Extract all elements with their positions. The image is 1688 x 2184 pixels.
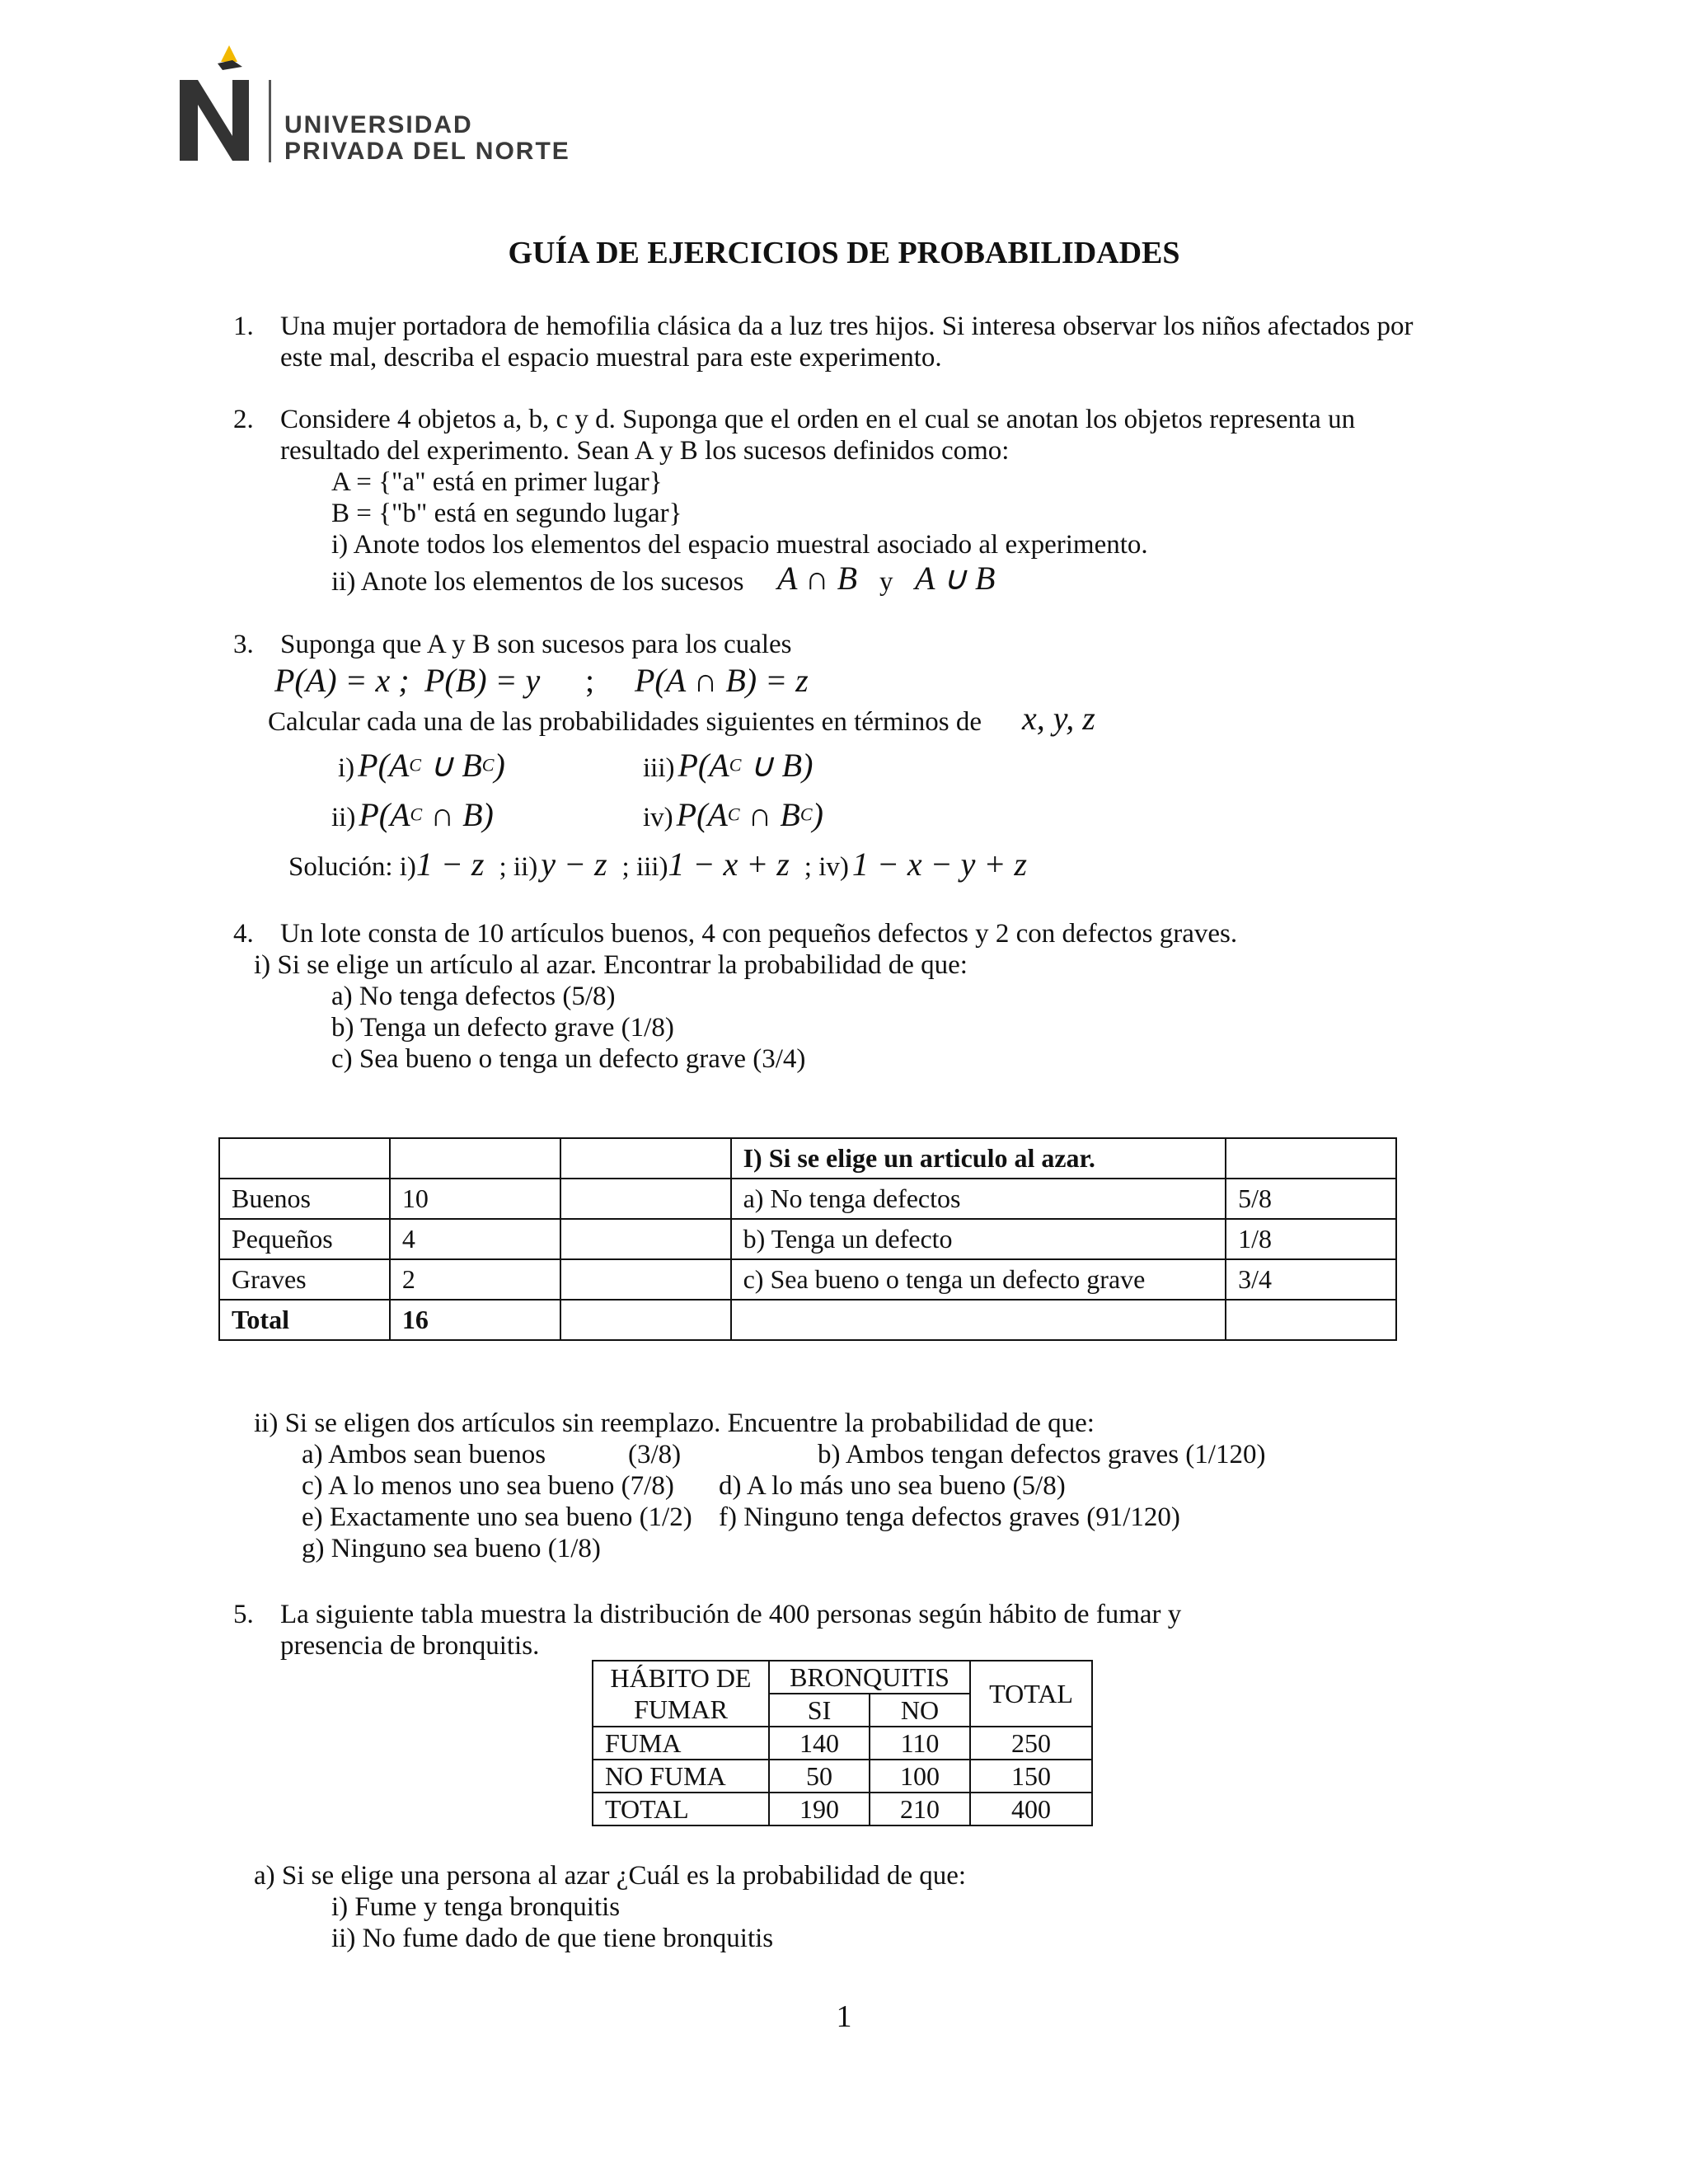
table-cell: 4 <box>390 1219 560 1259</box>
university-name-line1: UNIVERSIDAD <box>284 111 473 138</box>
ex3-item-iv-expr3: ) <box>812 796 823 833</box>
table-cell: TOTAL <box>970 1661 1092 1727</box>
table-row <box>593 1793 1092 1825</box>
ex3-sol-sep2: ; iii) <box>621 852 668 882</box>
ex3-sol-sep3: ; iv) <box>804 852 849 882</box>
table-cell: FUMA <box>593 1727 769 1760</box>
ex3-item-iv-label: iv) <box>643 803 673 832</box>
ex3-item-i-expr: P(A <box>358 747 410 784</box>
ex5-header-fumar: FUMAR <box>634 1694 728 1724</box>
table-cell <box>1226 1300 1396 1340</box>
ex4-ii-c: c) A lo menos uno sea bueno (7/8) <box>302 1471 674 1501</box>
ex3-pb: P(B) = y <box>424 662 541 699</box>
ex2-union: A ∪ B <box>915 560 996 597</box>
ex3-solution-label: Solución: i) <box>288 852 416 882</box>
ex2-set-b: B = {"b" está en segundo lugar} <box>331 499 682 528</box>
table-cell: 210 <box>870 1793 970 1825</box>
table-cell: Buenos <box>219 1179 390 1219</box>
ex3-item-i-expr3: ) <box>494 747 505 784</box>
ex4-ii-line: ii) Si se eligen dos artículos sin reemplazo. Encuentre la probabilidad de que: <box>254 1408 1095 1438</box>
ex4-ii-a: a) Ambos sean buenos <box>302 1440 546 1469</box>
ex4-ii-d: d) A lo más uno sea bueno (5/8) <box>719 1471 1066 1501</box>
table-cell: 150 <box>970 1760 1092 1793</box>
ex4-ii-a-val: (3/8) <box>628 1440 682 1469</box>
table-cell: 110 <box>870 1727 970 1760</box>
table-cell: BRONQUITIS <box>769 1661 970 1694</box>
table-cell: 10 <box>390 1179 560 1219</box>
table-cell: 140 <box>769 1727 870 1760</box>
table-cell: TOTAL <box>593 1793 769 1825</box>
ex3-calc: Calcular cada una de las probabilidades siguientes en términos de <box>268 707 982 737</box>
table-cell: 400 <box>970 1793 1092 1825</box>
table-cell: Total <box>219 1300 390 1340</box>
table-cell <box>731 1300 1226 1340</box>
ex3-item-ii <box>331 795 494 834</box>
ex2-line1: Considere 4 objetos a, b, c y d. Suponga que el orden en el cual se anotan los objetos representa un <box>280 405 1356 434</box>
table-row <box>219 1300 1396 1340</box>
table-cell: NO FUMA <box>593 1760 769 1793</box>
table-cell: 2 <box>390 1259 560 1300</box>
table-cell: NO <box>870 1694 970 1727</box>
table-cell: 250 <box>970 1727 1092 1760</box>
ex2-number: 2. <box>233 405 254 434</box>
ex4-table-header: I) Si se elige un articulo al azar. <box>731 1138 1226 1179</box>
table-cell <box>593 1661 769 1727</box>
ex3-item-iii-expr: P(A <box>678 747 729 784</box>
ex3-item-i-label: i) <box>338 753 355 783</box>
university-name-line2: PRIVADA DEL NORTE <box>284 138 570 165</box>
logo-mark-icon <box>173 45 264 169</box>
ex5-a-line: a) Si se elige una persona al azar ¿Cuál es la probabilidad de que: <box>254 1861 967 1891</box>
ex3-item-iv <box>643 795 823 834</box>
ex2-item-i: i) Anote todos los elementos del espacio muestral asociado al experimento. <box>331 530 1148 560</box>
ex4-line1: Un lote consta de 10 artículos buenos, 4 con pequeños defectos y 2 con defectos graves. <box>280 919 1238 949</box>
table-row <box>219 1259 1396 1300</box>
ex5-header-habito: HÁBITO DE <box>610 1663 752 1693</box>
table-cell: a) No tenga defectos <box>731 1179 1226 1219</box>
ex5-line2: presencia de bronquitis. <box>280 1631 540 1661</box>
ex4-a: a) No tenga defectos (5/8) <box>331 982 616 1011</box>
ex4-c: c) Sea bueno o tenga un defecto grave (3/4) <box>331 1044 806 1074</box>
table-row <box>593 1760 1092 1793</box>
table-cell: 5/8 <box>1226 1179 1396 1219</box>
ex3-pa: P(A) = x ; <box>274 662 410 699</box>
table-cell: c) Sea bueno o tenga un defecto grave <box>731 1259 1226 1300</box>
ex3-item-iv-sup1: C <box>727 804 740 825</box>
ex1-number: 1. <box>233 312 254 341</box>
ex4-ii-e: e) Exactamente uno sea bueno (1/2) <box>302 1502 692 1532</box>
ex3-xyz: x, y, z <box>1022 700 1095 737</box>
ex3-sep: ; <box>585 662 595 699</box>
table-row <box>219 1179 1396 1219</box>
ex5-a-ii: ii) No fume dado de que tiene bronquitis <box>331 1924 774 1953</box>
ex5-a-i: i) Fume y tenga bronquitis <box>331 1892 621 1922</box>
ex5-line1: La siguiente tabla muestra la distribución de 400 personas según hábito de fumar y <box>280 1600 1182 1629</box>
ex3-item-iv-expr2: ∩ B <box>739 796 800 833</box>
ex3-item-ii-label: ii) <box>331 803 356 832</box>
ex2-y: y <box>879 567 893 597</box>
ex4-ii-b: b) Ambos tengan defectos graves (1/120) <box>818 1440 1266 1469</box>
ex4-number: 4. <box>233 919 254 949</box>
ex2-item-ii: ii) Anote los elementos de los sucesos <box>331 567 744 597</box>
table-cell: 1/8 <box>1226 1219 1396 1259</box>
ex2-intersection: A ∩ B <box>777 560 858 597</box>
ex4-ii-f: f) Ninguno tenga defectos graves (91/120) <box>719 1502 1180 1532</box>
table-cell: SI <box>769 1694 870 1727</box>
ex4-i-line: i) Si se elige un artículo al azar. Encontrar la probabilidad de que: <box>254 950 968 980</box>
page-title: GUÍA DE EJERCICIOS DE PROBABILIDADES <box>508 236 1180 270</box>
ex3-item-iii <box>643 746 813 785</box>
ex3-item-iii-expr2: ∪ B) <box>741 747 814 784</box>
ex3-number: 3. <box>233 630 254 659</box>
table-cell: b) Tenga un defecto <box>731 1219 1226 1259</box>
ex5-number: 5. <box>233 1600 254 1629</box>
ex3-item-ii-expr2: ∩ B) <box>422 796 494 833</box>
ex3-sol2: y − z <box>541 846 607 883</box>
ex3-item-i-sup1: C <box>409 754 422 776</box>
ex3-item-i-sup2: C <box>481 754 495 776</box>
ex3-line1: Suponga que A y B son sucesos para los cuales <box>280 630 792 659</box>
ex3-sol4: 1 − x − y + z <box>851 846 1027 883</box>
ex5-table <box>592 1660 1093 1826</box>
ex1-line2: este mal, describa el espacio muestral para este experimento. <box>280 343 942 373</box>
ex3-item-ii-sup: C <box>410 804 423 825</box>
ex3-item-i <box>338 746 505 785</box>
ex3-sol1: 1 − z <box>415 846 485 883</box>
ex3-item-iv-expr: P(A <box>676 796 728 833</box>
ex3-sol3: 1 − x + z <box>668 846 790 883</box>
page-number: 1 <box>836 1999 852 2034</box>
table-cell: Graves <box>219 1259 390 1300</box>
university-logo <box>173 45 593 169</box>
logo-divider <box>269 80 271 162</box>
ex3-item-i-expr2: ∪ B <box>421 747 482 784</box>
table-cell: 190 <box>769 1793 870 1825</box>
ex4-table <box>218 1137 1397 1341</box>
table-row <box>219 1138 1396 1179</box>
ex3-item-iii-label: iii) <box>643 753 675 783</box>
table-cell: Pequeños <box>219 1219 390 1259</box>
table-cell: 16 <box>390 1300 560 1340</box>
ex4-b: b) Tenga un defecto grave (1/8) <box>331 1013 674 1043</box>
ex3-solution <box>288 845 1027 883</box>
table-row <box>219 1219 1396 1259</box>
ex3-item-ii-expr: P(A <box>359 796 410 833</box>
table-cell: 3/4 <box>1226 1259 1396 1300</box>
table-row <box>593 1727 1092 1760</box>
table-row <box>593 1661 1092 1694</box>
table-cell: 50 <box>769 1760 870 1793</box>
ex4-ii-g: g) Ninguno sea bueno (1/8) <box>302 1534 601 1563</box>
ex3-item-iv-sup2: C <box>799 804 813 825</box>
ex1-line1: Una mujer portadora de hemofilia clásica da a luz tres hijos. Si interesa observar los niños afectados por <box>280 312 1414 341</box>
ex3-item-iii-sup: C <box>729 754 742 776</box>
ex2-set-a: A = {"a" está en primer lugar} <box>331 467 663 497</box>
table-cell: 100 <box>870 1760 970 1793</box>
ex3-pab: P(A ∩ B) = z <box>635 662 809 699</box>
ex2-line2: resultado del experimento. Sean A y B los sucesos definidos como: <box>280 436 1010 466</box>
ex3-sol-sep1: ; ii) <box>499 852 538 882</box>
